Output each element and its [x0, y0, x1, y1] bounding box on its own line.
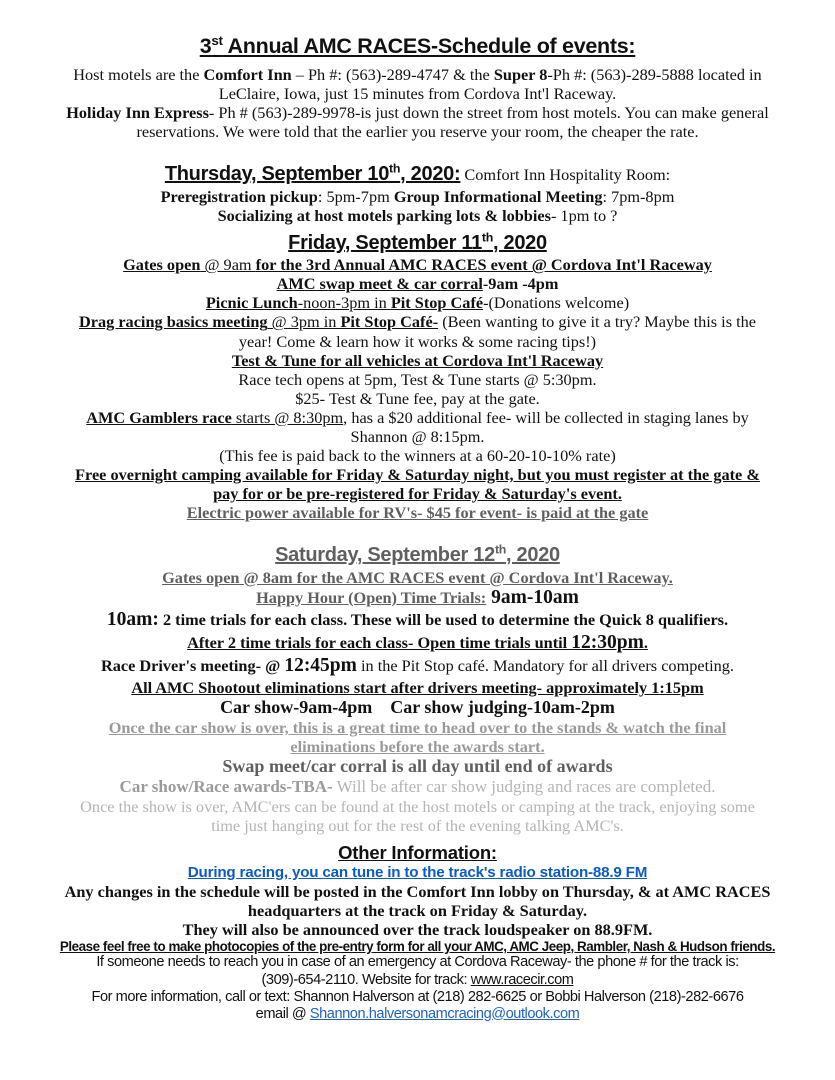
thursday-location: Comfort Inn Hospitality Room:: [460, 165, 671, 185]
thursday-year: , 2020: [400, 163, 454, 186]
thursday-heading: [30, 163, 805, 186]
saturday-car-show: [30, 697, 805, 718]
saturday-evening-line-1: Once the show is over, AMC'ers can be found at the host motels or camping at the track, enjoying some: [80, 797, 755, 817]
email-line: [30, 1006, 805, 1023]
ten-am-label: 10am:: [106, 609, 159, 631]
title-ordinal: st: [211, 32, 223, 48]
track-website-link[interactable]: www.racecir.com: [470, 971, 574, 988]
car-show-hours: Car show-9am-4pm: [220, 696, 373, 717]
contact-info: For more information, call or text: Shannon Halverson at (218) 282-6625 or Bobbi Halverson (218)-282-6676: [91, 988, 744, 1005]
drag-meeting-label: Drag racing basics meeting: [79, 312, 268, 332]
friday-drag-meeting: [30, 312, 805, 331]
friday-date-text: Friday, September 11: [288, 231, 482, 254]
socializing-time: - 1pm to ?: [550, 205, 618, 225]
saturday-heading: [30, 544, 805, 567]
drivers-meeting-note: in the Pit Stop café. Mandatory for all drivers competing.: [356, 656, 734, 676]
thursday-date: Thursday, September 10th, 2020:: [164, 161, 461, 186]
intro-text: – Ph #: (563)-289-4747 & the: [291, 65, 494, 85]
gamblers-race-label: AMC Gamblers race: [86, 407, 232, 427]
track-phone-number: (309)-654-2110. Website for track:: [261, 971, 471, 988]
photocopies-note: Please feel free to make photocopies of the pre-entry form for all your AMC, AMC Jeep, Rambler, Nash & Hudson friends.: [59, 938, 776, 954]
friday-gamblers-race: [30, 408, 805, 427]
saturday-date-text: Saturday, September 12: [275, 544, 495, 567]
intro-line-3: [30, 103, 805, 122]
gates-open-detail: for the 3rd Annual AMC RACES event @ Cordova Int'l Raceway: [255, 255, 712, 275]
drivers-meeting-at: - @: [255, 656, 285, 676]
saturday-swap-all-day: Swap meet/car corral is all day until end of awards: [222, 756, 613, 777]
friday-test-tune-heading: [30, 351, 805, 370]
pit-stop-cafe-name: Pit Stop Café: [390, 293, 484, 313]
swap-meet-time: -9am -4pm: [482, 274, 559, 294]
happy-hour-time: 9am-10am: [486, 586, 579, 608]
thursday-line-2: [30, 206, 805, 225]
swap-meet-label: AMC swap meet & car corral: [276, 274, 483, 294]
gamblers-race-time: starts @ 8:30pm: [231, 407, 344, 427]
intro-line-2: LeClaire, Iowa, just 15 minutes from Cordova Int'l Raceway.: [218, 84, 617, 104]
saturday-stands-line-2: eliminations before the awards start.: [290, 737, 545, 757]
open-trials-end-time: 12:30pm: [571, 632, 644, 654]
thursday-line-1: [30, 187, 805, 206]
gates-open-time: @ 9am: [200, 255, 256, 275]
drag-meeting-place: Pit Stop Café-: [340, 312, 439, 332]
friday-gates-open: [30, 255, 805, 274]
picnic-lunch-label: Picnic Lunch: [205, 293, 298, 313]
saturday-awards: [30, 777, 805, 797]
saturday-year: , 2020: [506, 544, 560, 567]
friday-drag-meeting-cont: year! Come & learn how it works & some racing tips!): [238, 331, 597, 351]
picnic-lunch-note: -(Donations welcome): [483, 293, 630, 313]
ten-am-detail: 2 time trials for each class. These will be used to determine the Quick 8 qualifiers.: [158, 610, 729, 630]
friday-test-tune-fee: $25- Test & Tune fee, pay at the gate.: [295, 388, 540, 408]
friday-payback: (This fee is paid back to the winners at a 60-20-10-10% rate): [219, 445, 616, 465]
page-title: [30, 34, 805, 59]
holiday-inn-name: Holiday Inn Express: [66, 103, 209, 123]
saturday-happy-hour: [30, 587, 805, 610]
picnic-lunch-time: -noon-3pm in: [297, 293, 391, 313]
intro-line-4: reservations. We were told that the earlier you reserve your room, the cheaper the rate.: [136, 122, 699, 142]
group-meeting-label: Group Informational Meeting: [393, 186, 603, 206]
friday-race-tech: Race tech opens at 5pm, Test & Tune starts @ 5:30pm.: [238, 369, 597, 389]
saturday-ordinal: th: [494, 542, 507, 557]
friday-ordinal: th: [481, 230, 493, 245]
saturday-shootout: All AMC Shootout eliminations start after drivers meeting- approximately 1:15pm: [131, 677, 704, 697]
friday-camping-line-1: Free overnight camping available for Friday & Saturday night, but you must register at the gate &: [75, 464, 760, 484]
thursday-date-text: Thursday, September 10: [164, 163, 390, 186]
drivers-meeting-time: 12:45pm: [284, 655, 357, 677]
gates-open-label: Gates open: [123, 255, 201, 275]
loudspeaker-note: They will also be announced over the track loudspeaker on 88.9FM.: [182, 919, 653, 939]
test-tune-detail: for all vehicles at Cordova Int'l Raceway: [316, 350, 604, 370]
gamblers-race-note: , has a $20 additional fee- will be collected in staging lanes by: [343, 407, 749, 427]
drag-meeting-note: (Been wanting to give it a try? Maybe this is the: [438, 312, 756, 332]
test-tune-label: Test & Tune: [231, 350, 317, 370]
super-8-name: Super 8: [493, 65, 548, 85]
saturday-open-trials: [30, 632, 805, 655]
emergency-note: If someone needs to reach you in case of an emergency at Cordova Raceway- the phone # for the track is:: [96, 954, 739, 971]
car-show-judging-hours: Car show judging-10am-2pm: [390, 696, 615, 717]
intro-line-1: [30, 65, 805, 84]
friday-swap-meet: [30, 274, 805, 293]
friday-picnic-lunch: [30, 293, 805, 312]
group-meeting-time: : 7pm-8pm: [602, 186, 675, 206]
preregistration-label: Preregistration pickup: [160, 186, 318, 206]
friday-gamblers-collect: Shannon @ 8:15pm.: [350, 426, 485, 446]
saturday-evening-line-2: time just hanging out for the rest of the evening talking AMC's.: [211, 816, 624, 836]
saturday-drivers-meeting: [30, 655, 805, 678]
title-rest: Annual AMC RACES-Schedule of events:: [222, 34, 636, 58]
intro-text: - Ph # (563)-289-9978-is just down the street from host motels. You can make general: [208, 103, 769, 123]
drivers-meeting-label: Race Driver's meeting: [100, 656, 256, 676]
thursday-ordinal: th: [389, 161, 401, 176]
schedule-changes-line-2: headquarters at the track on Friday & Saturday.: [247, 900, 588, 920]
socializing-label: Socializing at host motels parking lots & lobbies: [217, 205, 551, 225]
preregistration-time: : 5pm-7pm: [317, 186, 394, 206]
awards-label: Car show/Race awards-TBA-: [119, 777, 333, 797]
radio-station-link[interactable]: During racing, you can tune in to the track's radio station-88.9 FM: [187, 863, 648, 881]
friday-year: , 2020: [493, 231, 547, 254]
intro-text: -Ph #: (563)-289-5888 located in: [547, 65, 762, 85]
open-trials-text: After 2 time trials for each class- Open time trials until: [187, 633, 572, 653]
awards-note: Will be after car show judging and races are completed.: [332, 777, 716, 797]
friday-heading: [30, 232, 805, 255]
saturday-stands-line-1: Once the car show is over, this is a great time to head over to the stands & watch the final: [108, 717, 727, 737]
other-information-heading: Other Information:: [338, 842, 497, 864]
saturday-gates-open: Gates open @ 8am for the AMC RACES event @ Cordova Int'l Raceway.: [162, 567, 673, 587]
friday-electric-power: Electric power available for RV's- $45 for event- is paid at the gate: [186, 503, 649, 523]
title-number: 3: [199, 34, 212, 58]
open-trials-period: .: [643, 633, 648, 653]
drag-meeting-time: @ 3pm in: [267, 312, 341, 332]
happy-hour-label: Happy Hour (Open) Time Trials:: [256, 587, 487, 607]
comfort-inn-name: Comfort Inn: [203, 65, 292, 85]
schedule-changes-line-1: Any changes in the schedule will be posted in the Comfort Inn lobby on Thursday, & at AMC RACES: [64, 881, 771, 901]
saturday-10am-trials: [30, 609, 805, 632]
intro-text: Host motels are the: [73, 65, 204, 85]
track-phone-website: [30, 972, 805, 989]
email-label: email @: [255, 1005, 310, 1022]
email-link[interactable]: Shannon.halversonamcracing@outlook.com: [309, 1005, 580, 1022]
friday-camping-line-2: pay for or be pre-registered for Friday & Saturday's event.: [213, 484, 622, 504]
